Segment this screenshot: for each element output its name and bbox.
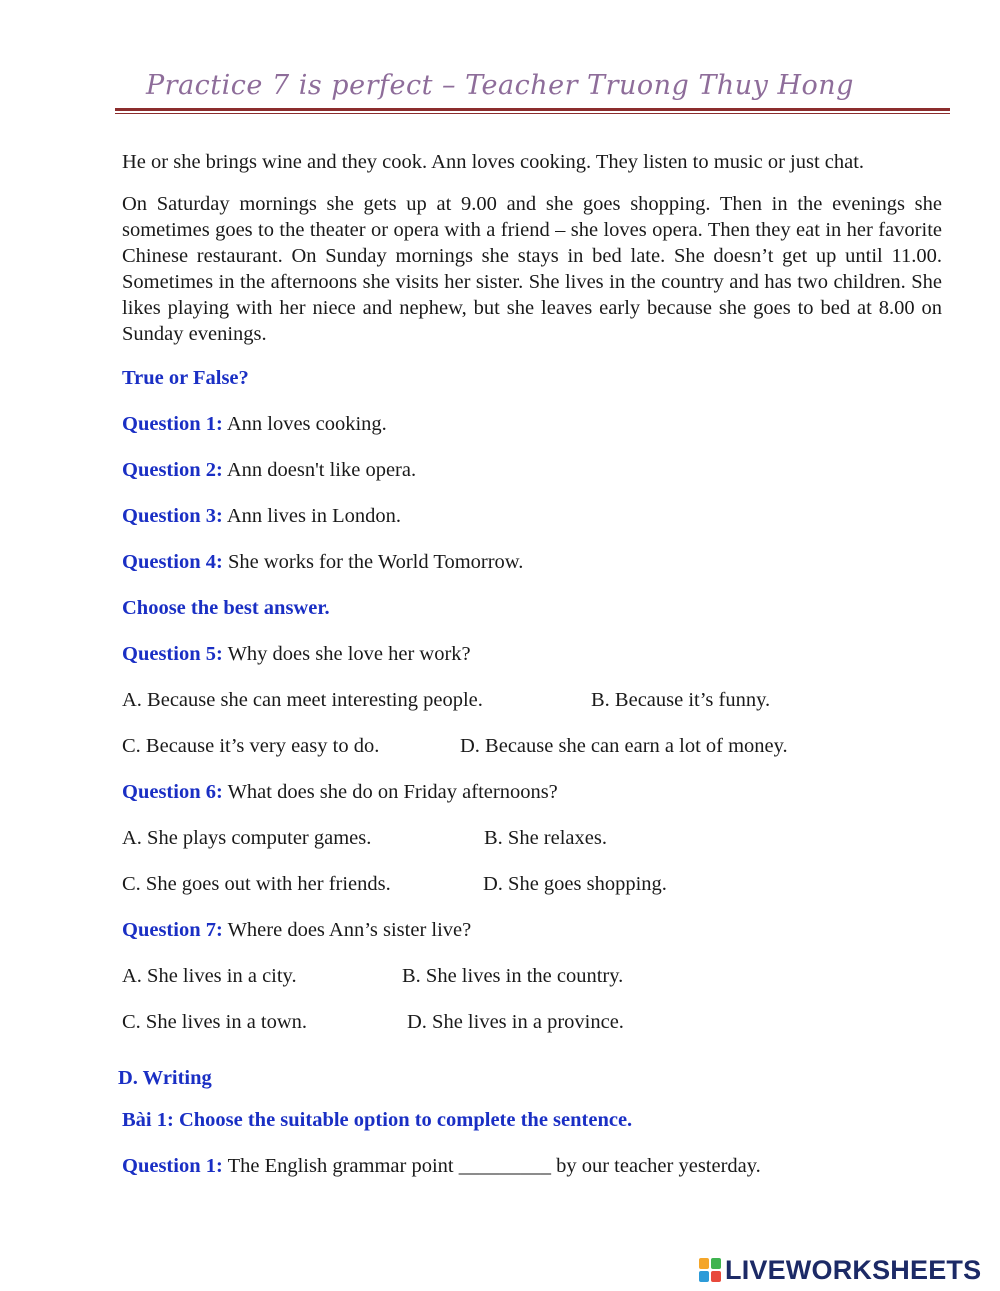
liveworksheets-logo: [699, 1255, 981, 1285]
question-text: She works for the World Tomorrow.: [227, 551, 524, 573]
tf-question-1: [122, 411, 942, 437]
question-label: Question 7:: [122, 919, 223, 941]
mc-question-6: [122, 779, 942, 805]
option-b: B. Because it’s funny.: [591, 689, 771, 711]
question-text: The English grammar point _________ by our teacher yesterday.: [227, 1155, 761, 1177]
exercise-title: Bài 1: Choose the suitable option to complete the sentence.: [122, 1109, 633, 1131]
question-text: Why does she love her work?: [227, 643, 471, 665]
tf-question-4: [122, 549, 942, 575]
true-false-heading: True or False?: [122, 367, 249, 389]
answer-options-row: [122, 825, 942, 851]
question-text: Ann lives in London.: [226, 505, 402, 527]
answer-options-row: [122, 963, 942, 989]
header-divider-thin: [115, 113, 950, 114]
question-label: Question 5:: [122, 643, 223, 665]
tf-question-2: [122, 457, 942, 483]
writing-heading: D. Writing: [118, 1067, 212, 1089]
answer-options-row: [122, 687, 942, 713]
question-label: Question 6:: [122, 781, 223, 803]
question-text: Ann loves cooking.: [226, 413, 387, 435]
question-label: Question 1:: [122, 1155, 223, 1177]
multiple-choice-heading: Choose the best answer.: [122, 597, 330, 619]
option-a: A. Because she can meet interesting people.: [122, 689, 483, 711]
worksheet-content: [118, 149, 942, 1199]
liveworksheets-logo-icon: [699, 1258, 721, 1282]
question-label: Question 1:: [122, 413, 223, 435]
writing-question-1: [122, 1153, 942, 1179]
option-c: C. She goes out with her friends.: [122, 873, 391, 895]
answer-options-row: [122, 871, 942, 897]
mc-question-5: [122, 641, 942, 667]
header-divider: [115, 108, 950, 111]
mc-question-7: [122, 917, 942, 943]
answer-options-row: [122, 1009, 942, 1035]
logo-square: [711, 1271, 721, 1282]
question-label: Question 2:: [122, 459, 223, 481]
question-text: Ann doesn't like opera.: [226, 459, 417, 481]
page-header-title: Practice 7 is perfect – Teacher Truong Thuy Hong: [146, 70, 854, 101]
option-c: C. She lives in a town.: [122, 1011, 308, 1033]
logo-square: [699, 1271, 709, 1282]
passage-paragraph: On Saturday mornings she gets up at 9.00 and she goes shopping. Then in the evenings she sometimes goes to the theater or opera with a friend – she loves opera. Then they eat in her favorite Chinese restaurant. On Sunday mornings she stays in bed late. She doesn’t get up until 11.00. Sometimes in the afternoons she visits her sister. She lives in the country and has two children. She likes playing with her niece and nephew, but she leaves early because she goes to bed at 8.00 on Sunday evenings.: [122, 193, 942, 345]
logo-square: [711, 1258, 721, 1269]
option-b: B. She lives in the country.: [402, 965, 624, 987]
option-d: D. She lives in a province.: [407, 1011, 624, 1033]
option-d: D. Because she can earn a lot of money.: [460, 735, 788, 757]
option-a: A. She plays computer games.: [122, 827, 372, 849]
logo-text: LIVEWORKSHEETS: [725, 1254, 982, 1285]
option-a: A. She lives in a city.: [122, 965, 297, 987]
answer-options-row: [122, 733, 942, 759]
passage-paragraph: He or she brings wine and they cook. Ann loves cooking. They listen to music or just chat.: [122, 151, 865, 173]
question-label: Question 3:: [122, 505, 223, 527]
option-b: B. She relaxes.: [484, 827, 607, 849]
question-text: Where does Ann’s sister live?: [227, 919, 472, 941]
option-c: C. Because it’s very easy to do.: [122, 735, 380, 757]
logo-square: [699, 1258, 709, 1269]
tf-question-3: [122, 503, 942, 529]
option-d: D. She goes shopping.: [483, 873, 667, 895]
question-text: What does she do on Friday afternoons?: [227, 781, 558, 803]
question-label: Question 4:: [122, 551, 223, 573]
